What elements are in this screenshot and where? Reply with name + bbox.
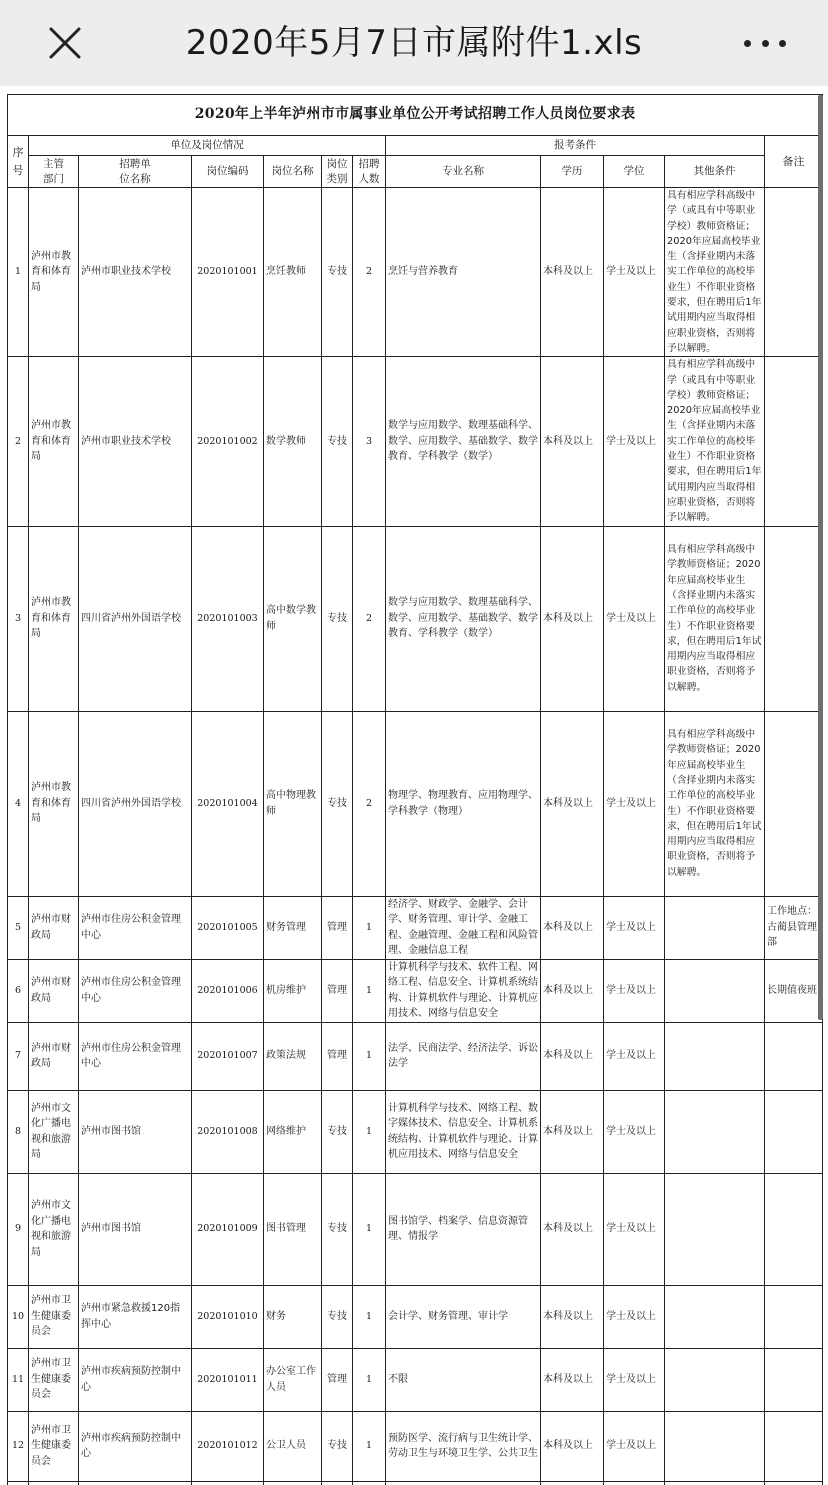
cell-degree: 学士及以上 [604, 1285, 665, 1348]
header-count-line1: 招聘 [358, 157, 380, 170]
cell-empty [541, 1481, 604, 1485]
header-group-requirements: 报考条件 [386, 136, 765, 156]
cell-seq: 2 [8, 357, 29, 526]
cell-other: 具有相应学科高级中学（或具有中等职业学校）教师资格证；2020年应届高校毕业生（含择业期内未落实工作单位的高校毕业生）不作职业资格要求，但在聘用后1年试用期内应当取得相应职业资格，否则将予以解聘。 [665, 188, 765, 357]
table-row [8, 1348, 823, 1411]
cell-post-name: 网络维护 [264, 1090, 322, 1173]
cell-empty [386, 1481, 541, 1485]
cell-empty [322, 1481, 353, 1485]
header-post-code: 岗位编码 [192, 156, 264, 188]
cell-department: 泸州市教育和体育局 [29, 526, 79, 711]
cell-major: 计算机科学与技术、软件工程、网络工程、信息安全、计算机系统结构、计算机软件与理论、计算机应用技术、网络与信息安全 [386, 959, 541, 1022]
sheet-title: 2020年上半年泸州市市属事业单位公开考试招聘工作人员岗位要求表 [8, 95, 823, 136]
cell-count: 3 [353, 357, 386, 526]
cell-seq: 4 [8, 711, 29, 896]
cell-post-type: 专技 [322, 1173, 353, 1285]
more-icon-dot [744, 40, 751, 47]
cell-education: 本科及以上 [541, 711, 604, 896]
header-major: 专业名称 [386, 156, 541, 188]
cell-unit: 泸州市图书馆 [79, 1173, 192, 1285]
cell-degree: 学士及以上 [604, 526, 665, 711]
cell-other: 具有相应学科高级中学教师资格证；2020年应届高校毕业生（含择业期内未落实工作单位的高校毕业生）不作职业资格要求，但在聘用后1年试用期内应当取得相应职业资格，否则将予以解聘。 [665, 526, 765, 711]
spreadsheet-viewer[interactable] [0, 86, 828, 1485]
cell-major: 烹饪与营养教育 [386, 188, 541, 357]
cell-department: 泸州市卫生健康委员会 [29, 1285, 79, 1348]
cell-post-type: 管理 [322, 1348, 353, 1411]
cell-post-type: 管理 [322, 896, 353, 959]
cell-department: 泸州市财政局 [29, 959, 79, 1022]
cell-post-type: 管理 [322, 959, 353, 1022]
more-options-button[interactable] [744, 30, 786, 56]
cell-major: 会计学、财务管理、审计学 [386, 1285, 541, 1348]
cell-count: 1 [353, 959, 386, 1022]
table-row [8, 1022, 823, 1090]
cell-other [665, 896, 765, 959]
header-count-line2: 人数 [358, 172, 380, 185]
cell-count: 1 [353, 1090, 386, 1173]
cell-major: 法学、民商法学、经济法学、诉讼法学 [386, 1022, 541, 1090]
cell-other [665, 1173, 765, 1285]
cell-post-type: 专技 [322, 711, 353, 896]
cell-post-code: 2020101004 [192, 711, 264, 896]
cell-education: 本科及以上 [541, 188, 604, 357]
cell-count: 1 [353, 1173, 386, 1285]
cell-department: 泸州市财政局 [29, 896, 79, 959]
cell-unit: 泸州市紧急救援120指挥中心 [79, 1285, 192, 1348]
cell-department: 泸州市教育和体育局 [29, 711, 79, 896]
table-row [8, 526, 823, 711]
cell-other: 具有相应学科高级中学教师资格证；2020年应届高校毕业生（含择业期内未落实工作单位的高校毕业生）不作职业资格要求，但在聘用后1年试用期内应当取得相应职业资格，否则将予以解聘。 [665, 711, 765, 896]
document-title: 2020年5月7日市属附件1.xls [185, 23, 643, 63]
cell-post-code: 2020101003 [192, 526, 264, 711]
cell-remark [765, 1022, 823, 1090]
cell-degree: 学士及以上 [604, 1173, 665, 1285]
cell-seq: 3 [8, 526, 29, 711]
cell-other [665, 959, 765, 1022]
cell-post-code: 2020101011 [192, 1348, 264, 1411]
cell-post-name: 公卫人员 [264, 1411, 322, 1481]
cell-education: 本科及以上 [541, 896, 604, 959]
cell-seq: 6 [8, 959, 29, 1022]
cell-degree: 学士及以上 [604, 711, 665, 896]
cell-unit: 泸州市职业技术学校 [79, 357, 192, 526]
cell-other: 具有相应学科高级中学（或具有中等职业学校）教师资格证；2020年应届高校毕业生（含择业期内未落实工作单位的高校毕业生）不作职业资格要求，但在聘用后1年试用期内应当取得相应职业资格，否则将予以解聘。 [665, 357, 765, 526]
cell-major: 不限 [386, 1348, 541, 1411]
cell-count: 1 [353, 1411, 386, 1481]
header-department-line1: 主管 [43, 157, 64, 170]
cell-empty [353, 1481, 386, 1485]
cell-seq: 11 [8, 1348, 29, 1411]
header-education: 学历 [541, 156, 604, 188]
header-department [29, 156, 79, 188]
title-bar [0, 0, 828, 86]
cell-education: 本科及以上 [541, 1285, 604, 1348]
header-department-line2: 部门 [43, 172, 64, 185]
cell-post-name: 财务 [264, 1285, 322, 1348]
cell-post-code: 2020101002 [192, 357, 264, 526]
cell-remark [765, 526, 823, 711]
cell-empty [264, 1481, 322, 1485]
cell-post-name: 机房维护 [264, 959, 322, 1022]
cell-post-name: 数学教师 [264, 357, 322, 526]
table-row [8, 1090, 823, 1173]
cell-major: 数学与应用数学、数理基础科学、数学、应用数学、基础数学、数学教育、学科教学（数学） [386, 526, 541, 711]
header-unit-line2: 位名称 [119, 172, 151, 185]
header-count [353, 156, 386, 188]
cell-post-name: 高中物理教师 [264, 711, 322, 896]
cell-post-type: 专技 [322, 526, 353, 711]
cell-major: 物理学、物理教育、应用物理学、学科教学（物理） [386, 711, 541, 896]
cell-degree: 学士及以上 [604, 188, 665, 357]
header-seq-line1: 序 [12, 145, 24, 159]
cell-major: 数学与应用数学、数理基础科学、数学、应用数学、基础数学、数学教育、学科教学（数学） [386, 357, 541, 526]
cell-empty [192, 1481, 264, 1485]
cell-department: 泸州市卫生健康委员会 [29, 1348, 79, 1411]
cell-post-name: 烹饪教师 [264, 188, 322, 357]
cell-count: 1 [353, 1285, 386, 1348]
cell-department: 泸州市教育和体育局 [29, 188, 79, 357]
cell-department: 泸州市卫生健康委员会 [29, 1411, 79, 1481]
cell-remark: 工作地点：古蔺县管理部 [765, 896, 823, 959]
cell-degree: 学士及以上 [604, 1348, 665, 1411]
cell-unit: 泸州市住房公积金管理中心 [79, 896, 192, 959]
cell-education: 本科及以上 [541, 959, 604, 1022]
cell-unit: 四川省泸州外国语学校 [79, 526, 192, 711]
cell-empty [79, 1481, 192, 1485]
header-group-unit: 单位及岗位情况 [29, 136, 386, 156]
cell-degree: 学士及以上 [604, 959, 665, 1022]
cell-education: 本科及以上 [541, 1090, 604, 1173]
more-icon-dot [762, 40, 769, 47]
cell-unit: 泸州市职业技术学校 [79, 188, 192, 357]
cell-degree: 学士及以上 [604, 1022, 665, 1090]
cell-post-name: 图书管理 [264, 1173, 322, 1285]
cell-seq: 5 [8, 896, 29, 959]
header-post-name: 岗位名称 [264, 156, 322, 188]
cell-empty [765, 1481, 823, 1485]
table-row [8, 1411, 823, 1481]
cell-remark [765, 711, 823, 896]
header-remark: 备注 [765, 136, 823, 188]
cell-post-type: 专技 [322, 1285, 353, 1348]
cell-count: 2 [353, 526, 386, 711]
cell-post-type: 管理 [322, 1022, 353, 1090]
cell-other [665, 1285, 765, 1348]
cell-major: 图书馆学、档案学、信息资源管理、情报学 [386, 1173, 541, 1285]
cell-seq: 10 [8, 1285, 29, 1348]
cell-education: 本科及以上 [541, 1348, 604, 1411]
cell-education: 本科及以上 [541, 1022, 604, 1090]
cell-empty [8, 1481, 29, 1485]
table-row [8, 1173, 823, 1285]
cell-post-code: 2020101007 [192, 1022, 264, 1090]
cell-post-code: 2020101010 [192, 1285, 264, 1348]
cell-post-code: 2020101006 [192, 959, 264, 1022]
cell-post-name: 财务管理 [264, 896, 322, 959]
cell-remark [765, 1411, 823, 1481]
table-row [8, 188, 823, 357]
cell-post-code: 2020101001 [192, 188, 264, 357]
cell-post-code: 2020101012 [192, 1411, 264, 1481]
cell-empty [665, 1481, 765, 1485]
table-row [8, 711, 823, 896]
cell-education: 本科及以上 [541, 1411, 604, 1481]
vertical-scrollbar[interactable] [818, 95, 823, 1020]
cell-count: 1 [353, 1348, 386, 1411]
cell-post-type: 专技 [322, 1411, 353, 1481]
cell-unit: 泸州市住房公积金管理中心 [79, 1022, 192, 1090]
cell-post-name: 办公室工作人员 [264, 1348, 322, 1411]
cell-other [665, 1411, 765, 1481]
header-degree: 学位 [604, 156, 665, 188]
table-row [8, 357, 823, 526]
cell-degree: 学士及以上 [604, 1411, 665, 1481]
cell-education: 本科及以上 [541, 1173, 604, 1285]
cell-post-type: 专技 [322, 357, 353, 526]
cell-count: 1 [353, 1022, 386, 1090]
header-seq [8, 136, 29, 188]
cell-seq: 7 [8, 1022, 29, 1090]
cell-other [665, 1090, 765, 1173]
cell-department: 泸州市文化广播电视和旅游局 [29, 1090, 79, 1173]
header-unit [79, 156, 192, 188]
cell-count: 2 [353, 711, 386, 896]
cell-major: 经济学、财政学、金融学、会计学、财务管理、审计学、金融工程、金融管理、金融工程和风险管理、金融信息工程 [386, 896, 541, 959]
cell-remark: 长期值夜班 [765, 959, 823, 1022]
header-post-type-line2: 类别 [326, 172, 348, 185]
cell-department: 泸州市文化广播电视和旅游局 [29, 1173, 79, 1285]
header-seq-line2: 号 [12, 163, 24, 177]
cell-department: 泸州市教育和体育局 [29, 357, 79, 526]
cell-unit: 泸州市疾病预防控制中心 [79, 1348, 192, 1411]
cell-major: 计算机科学与技术、网络工程、数字媒体技术、信息安全、计算机系统结构、计算机软件与理论、计算机应用技术、网络与信息安全 [386, 1090, 541, 1173]
cell-post-name: 高中数学教师 [264, 526, 322, 711]
cell-unit: 四川省泸州外国语学校 [79, 711, 192, 896]
table-row [8, 896, 823, 959]
cell-seq: 12 [8, 1411, 29, 1481]
cell-count: 1 [353, 896, 386, 959]
cell-remark [765, 1173, 823, 1285]
cell-seq: 8 [8, 1090, 29, 1173]
more-icon-dot [779, 40, 786, 47]
recruitment-table [7, 94, 823, 1485]
table-row-partial [8, 1481, 823, 1485]
cell-count: 2 [353, 188, 386, 357]
cell-seq: 1 [8, 188, 29, 357]
cell-post-name: 政策法规 [264, 1022, 322, 1090]
header-other: 其他条件 [665, 156, 765, 188]
cell-post-code: 2020101008 [192, 1090, 264, 1173]
cell-degree: 学士及以上 [604, 896, 665, 959]
cell-seq: 9 [8, 1173, 29, 1285]
cell-post-type: 专技 [322, 188, 353, 357]
table-row [8, 1285, 823, 1348]
cell-remark [765, 357, 823, 526]
cell-empty [604, 1481, 665, 1485]
cell-unit: 泸州市住房公积金管理中心 [79, 959, 192, 1022]
cell-post-code: 2020101005 [192, 896, 264, 959]
cell-remark [765, 1090, 823, 1173]
cell-other [665, 1348, 765, 1411]
cell-empty [29, 1481, 79, 1485]
cell-post-type: 专技 [322, 1090, 353, 1173]
cell-education: 本科及以上 [541, 526, 604, 711]
cell-degree: 学士及以上 [604, 1090, 665, 1173]
cell-remark [765, 1348, 823, 1411]
cell-remark [765, 1285, 823, 1348]
cell-education: 本科及以上 [541, 357, 604, 526]
cell-unit: 泸州市疾病预防控制中心 [79, 1411, 192, 1481]
cell-degree: 学士及以上 [604, 357, 665, 526]
cell-post-code: 2020101009 [192, 1173, 264, 1285]
header-unit-line1: 招聘单 [119, 157, 151, 170]
header-post-type [322, 156, 353, 188]
cell-major: 预防医学、流行病与卫生统计学、劳动卫生与环境卫生学、公共卫生 [386, 1411, 541, 1481]
cell-other [665, 1022, 765, 1090]
cell-unit: 泸州市图书馆 [79, 1090, 192, 1173]
cell-department: 泸州市财政局 [29, 1022, 79, 1090]
cell-remark [765, 188, 823, 357]
table-row [8, 959, 823, 1022]
header-post-type-line1: 岗位 [326, 157, 348, 170]
